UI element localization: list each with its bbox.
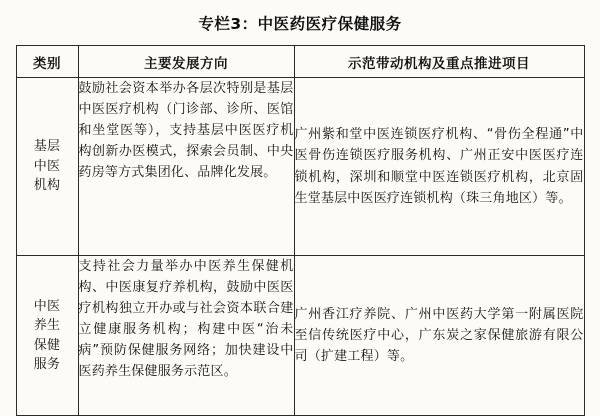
category-line: 机构 [33,178,61,194]
table-row [16,78,584,256]
category-line: 保健 [33,337,61,353]
feature-column-table [16,45,585,416]
row-organizations-grassroots-tcm: 广州紫和堂中医连锁医疗机构、“骨伤全程通”中医骨伤连锁医疗服务机构、广州正安中医医疗连锁机构，深圳和顺堂中医连锁医疗机构，北京固生堂基层中医医疗连锁机构（珠三角地区）等。 [294,78,584,256]
row-direction-grassroots-tcm: 鼓励社会资本举办各层次特别是基层中医医疗机构（门诊部、诊所、医馆和坐堂医等），支持基层中医医疗机构创新办医模式，探索会员制、中央药房等方式集团化、品牌化发展。 [78,78,294,256]
row-category-health-preservation [16,256,78,416]
category-line: 中医 [33,298,61,314]
row-category-grassroots-tcm [16,78,78,256]
category-line: 服务 [33,357,61,372]
category-line: 养生 [33,318,61,333]
page-title: 专栏3：中医药医疗保健服务 [198,15,402,33]
table-row [16,256,584,416]
row-direction-health-preservation: 支持社会力量举办中医养生保健机构、中医康复疗养机构，鼓励中医医疗机构独立开办或与社会资本联合建立健康服务机构；构建中医“治未病”预防保健服务网络；加快建设中医药养生保健服务示范区。 [78,256,294,416]
table-header-row [16,46,584,78]
column-header-organizations: 示范带动机构及重点推进项目 [294,46,584,78]
category-line: 中医 [33,158,61,174]
column-header-category: 类别 [16,46,78,78]
column-header-direction: 主要发展方向 [78,46,294,78]
category-line: 基层 [33,139,61,155]
row-organizations-health-preservation: 广州香江疗养院、广州中医药大学第一附属医院至信传统医疗中心，广东炭之家保健旅游有限公司（扩建工程）等。 [294,256,584,416]
